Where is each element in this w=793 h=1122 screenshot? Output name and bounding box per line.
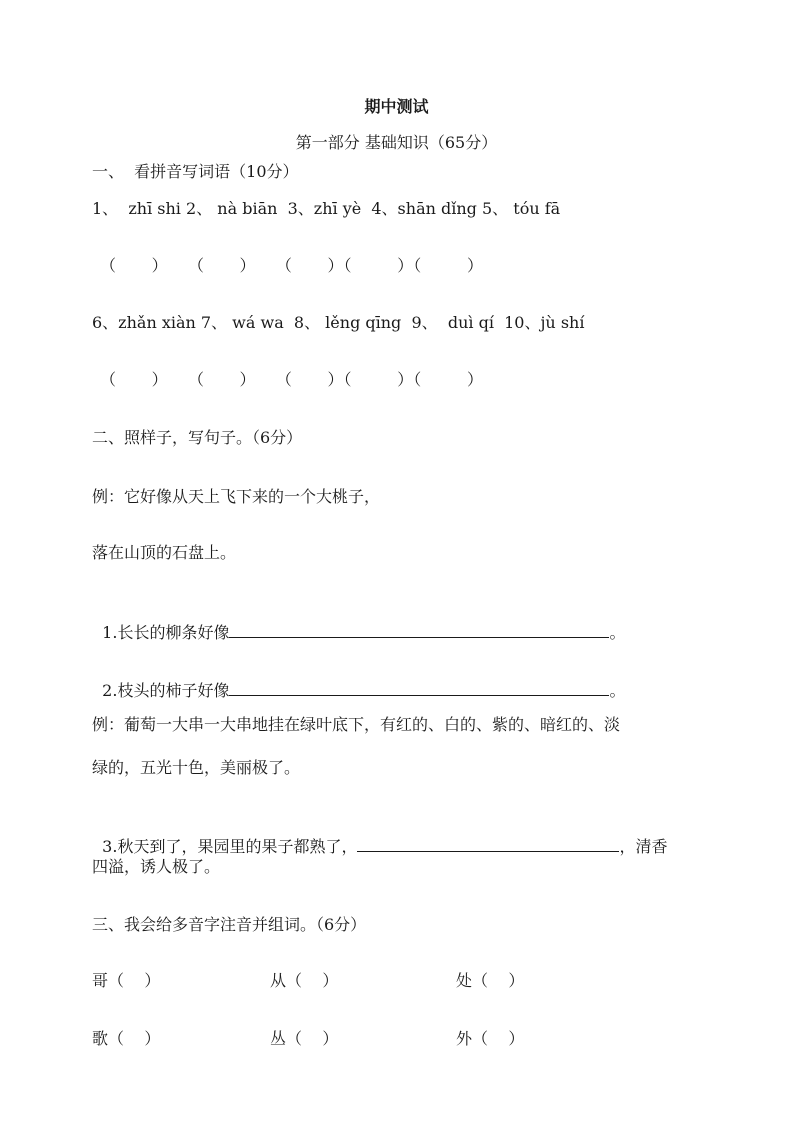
question-3-line2: 四溢，诱人极了。 [92, 857, 221, 876]
page-subtitle: 第一部分 基础知识（65分） [295, 133, 498, 152]
question-1-prompt: 1.长长的柳条好像 [102, 623, 230, 642]
example1-line1: 例：它好像从天上飞下来的一个大桃子， [92, 487, 381, 506]
example2-line2: 绿的，五光十色，美丽极了。 [92, 758, 301, 777]
question-3-end: ，清香 [619, 837, 668, 856]
polyphone-item[interactable]: 歌（ ） [92, 1029, 161, 1048]
pinyin-row-1: 1、 zhī shi 2、 nà biān 3、zhī yè 4、shān dǐng 5、 tóu fā [92, 199, 561, 218]
question-2 [92, 659, 625, 701]
section2-heading: 二、照样子，写句子。（6分） [92, 428, 303, 447]
polyphone-item[interactable]: 外（ ） [456, 1029, 525, 1048]
question-1-blank[interactable] [229, 621, 609, 638]
question-1 [92, 601, 625, 643]
section3-heading: 三、我会给多音字注音并组词。（6分） [92, 915, 367, 934]
question-1-end: 。 [609, 623, 626, 642]
question-2-prompt: 2.枝头的柿子好像 [102, 681, 230, 700]
answer-brackets-row-1[interactable]: （ ） （ ） （ ）（ ）（ ） [100, 256, 484, 275]
question-3-prompt: 3.秋天到了，果园里的果子都熟了， [102, 837, 358, 856]
example1-line2: 落在山顶的石盘上。 [92, 543, 237, 562]
section1-heading: 一、 看拼音写词语（10分） [92, 162, 299, 181]
answer-brackets-row-2[interactable]: （ ） （ ） （ ）（ ）（ ） [100, 370, 484, 389]
polyphone-item[interactable]: 丛（ ） [270, 1029, 339, 1048]
page-title: 期中测试 [364, 97, 429, 116]
question-2-end: 。 [609, 681, 626, 700]
question-3 [92, 815, 667, 857]
question-2-blank[interactable] [229, 679, 609, 696]
polyphone-item[interactable]: 处（ ） [456, 971, 525, 990]
pinyin-row-2: 6、zhǎn xiàn 7、 wá wa 8、 lěng qīng 9、 duì qí 10、jù shí [92, 313, 585, 332]
example2-line1: 例：葡萄一大串一大串地挂在绿叶底下，有红的、白的、紫的、暗红的、淡 [92, 715, 621, 734]
polyphone-item[interactable]: 从（ ） [270, 971, 339, 990]
question-3-blank[interactable] [357, 835, 619, 852]
polyphone-item[interactable]: 哥（ ） [92, 971, 161, 990]
